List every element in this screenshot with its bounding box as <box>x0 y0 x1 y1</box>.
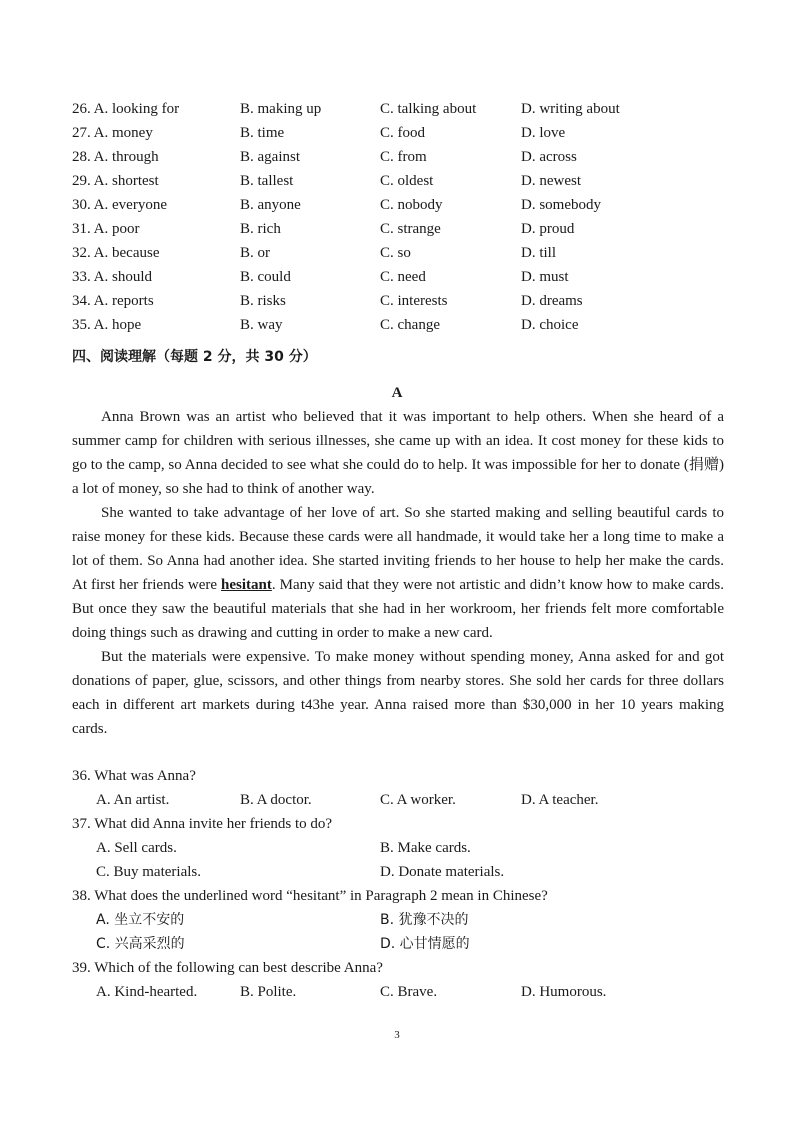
underlined-keyword: hesitant <box>221 577 272 593</box>
paragraph-2-text-before: She wanted to take advantage of her love of art. So she started making and selling beautiful cards to raise money for these kids. Because these cards were all handmade, it would take her a long time to make a lot of them. So Anna had another idea. She started inviting friends to her house to help her make the cards. At first her friends were <box>72 505 724 593</box>
cloze-row <box>72 241 732 265</box>
question-36-options <box>72 788 732 812</box>
option-a: 33. A. should <box>72 269 153 285</box>
question-39-stem: 39. Which of the following can best describe Anna? <box>72 960 383 976</box>
option-c: C. oldest <box>380 173 434 189</box>
option-b: B. A doctor. <box>240 792 312 808</box>
option-d: D. love <box>521 125 566 141</box>
cloze-row <box>72 217 732 241</box>
option-d: D. dreams <box>521 293 583 309</box>
option-b: B. way <box>240 317 283 333</box>
option-a: 30. A. everyone <box>72 197 167 213</box>
option-a: A. Kind-hearted. <box>96 984 198 1000</box>
cloze-row <box>72 265 732 289</box>
option-d: D. Donate materials. <box>380 864 505 880</box>
option-c: C. need <box>380 269 426 285</box>
option-a: 27. A. money <box>72 125 153 141</box>
question-38-options-row-2 <box>72 932 732 956</box>
option-c: C. change <box>380 317 440 333</box>
question-39-options <box>72 980 732 1004</box>
option-c: C. from <box>380 149 427 165</box>
option-c: C. A worker. <box>380 792 456 808</box>
option-d: D. somebody <box>521 197 601 213</box>
option-b: B. tallest <box>240 173 294 189</box>
reading-passage <box>72 405 724 741</box>
option-b: B. or <box>240 245 270 261</box>
option-c: C. Brave. <box>380 984 438 1000</box>
option-b: B. risks <box>240 293 286 309</box>
option-b: B. making up <box>240 101 322 117</box>
option-d: D. newest <box>521 173 581 189</box>
option-c: C. food <box>380 125 425 141</box>
page-number: 3 <box>394 1029 400 1041</box>
option-a: 28. A. through <box>72 149 159 165</box>
paragraph-2 <box>72 501 724 645</box>
question-37-options-row-2 <box>72 860 732 884</box>
cloze-row <box>72 313 732 337</box>
option-d: D. across <box>521 149 577 165</box>
option-d: D. writing about <box>521 101 620 117</box>
option-c: C. talking about <box>380 101 477 117</box>
section-heading: 四、阅读理解（每题 2 分，共 30 分） <box>72 349 317 365</box>
option-b: B. Make cards. <box>380 840 471 856</box>
question-37-stem: 37. What did Anna invite her friends to do? <box>72 816 333 832</box>
option-a: 34. A. reports <box>72 293 154 309</box>
option-d: D. till <box>521 245 557 261</box>
paragraph-2-text-after: . Many said that they were not artistic and didn’t know how to make cards. But once they saw the beautiful materials that she had in her workroom, her friends felt more comfortable doing things such as drawing and cutting in order to make a new card. <box>72 577 724 641</box>
cloze-row <box>72 193 732 217</box>
option-c: C. strange <box>380 221 441 237</box>
option-a: 31. A. poor <box>72 221 140 237</box>
option-a: A. Sell cards. <box>96 840 177 856</box>
option-b: B. 犹豫不决的 <box>380 912 469 928</box>
option-a: 35. A. hope <box>72 317 142 333</box>
option-d: D. Humorous. <box>521 984 607 1000</box>
option-b: B. anyone <box>240 197 301 213</box>
option-b: B. against <box>240 149 300 165</box>
option-b: B. Polite. <box>240 984 297 1000</box>
option-d: D. proud <box>521 221 575 237</box>
option-c: C. nobody <box>380 197 443 213</box>
option-a: 29. A. shortest <box>72 173 159 189</box>
option-c: C. so <box>380 245 411 261</box>
option-a: A. An artist. <box>96 792 170 808</box>
option-d: D. choice <box>521 317 579 333</box>
question-36-stem: 36. What was Anna? <box>72 768 196 784</box>
paragraph-1: Anna Brown was an artist who believed that it was important to help others. When she heard of a summer camp for children with serious illnesses, she came up with an idea. It cost money for these kids to go to the camp, so Anna decided to see what she could do to help. It was impossible for her to donate (捐赠) a lot of money, so she had to think of another way. <box>72 409 724 497</box>
passage-title: A <box>391 385 403 401</box>
option-d: D. 心甘情愿的 <box>380 936 470 952</box>
cloze-row <box>72 97 732 121</box>
option-a: 32. A. because <box>72 245 160 261</box>
paragraph-3: But the materials were expensive. To make money without spending money, Anna asked for and got donations of paper, glue, scissors, and other things from nearby stores. She sold her cards for three dollars each in different art markets during t43he year. Anna raised more than $30,000 in her 10 years making cards. <box>72 649 724 737</box>
cloze-options <box>72 97 732 337</box>
option-d: D. must <box>521 269 569 285</box>
option-c: C. Buy materials. <box>96 864 201 880</box>
option-b: B. rich <box>240 221 281 237</box>
cloze-row <box>72 169 732 193</box>
option-a: A. 坐立不安的 <box>96 912 185 928</box>
question-38-options-row-1 <box>72 908 732 932</box>
option-d: D. A teacher. <box>521 792 599 808</box>
cloze-row <box>72 289 732 313</box>
question-38-stem: 38. What does the underlined word “hesitant” in Paragraph 2 mean in Chinese? <box>72 888 548 904</box>
option-b: B. time <box>240 125 285 141</box>
question-37-options-row-1 <box>72 836 732 860</box>
question-list <box>72 764 732 1004</box>
option-c: C. interests <box>380 293 448 309</box>
option-a: 26. A. looking for <box>72 101 180 117</box>
option-b: B. could <box>240 269 291 285</box>
option-c: C. 兴高采烈的 <box>96 936 185 952</box>
cloze-row <box>72 145 732 169</box>
cloze-row <box>72 121 732 145</box>
